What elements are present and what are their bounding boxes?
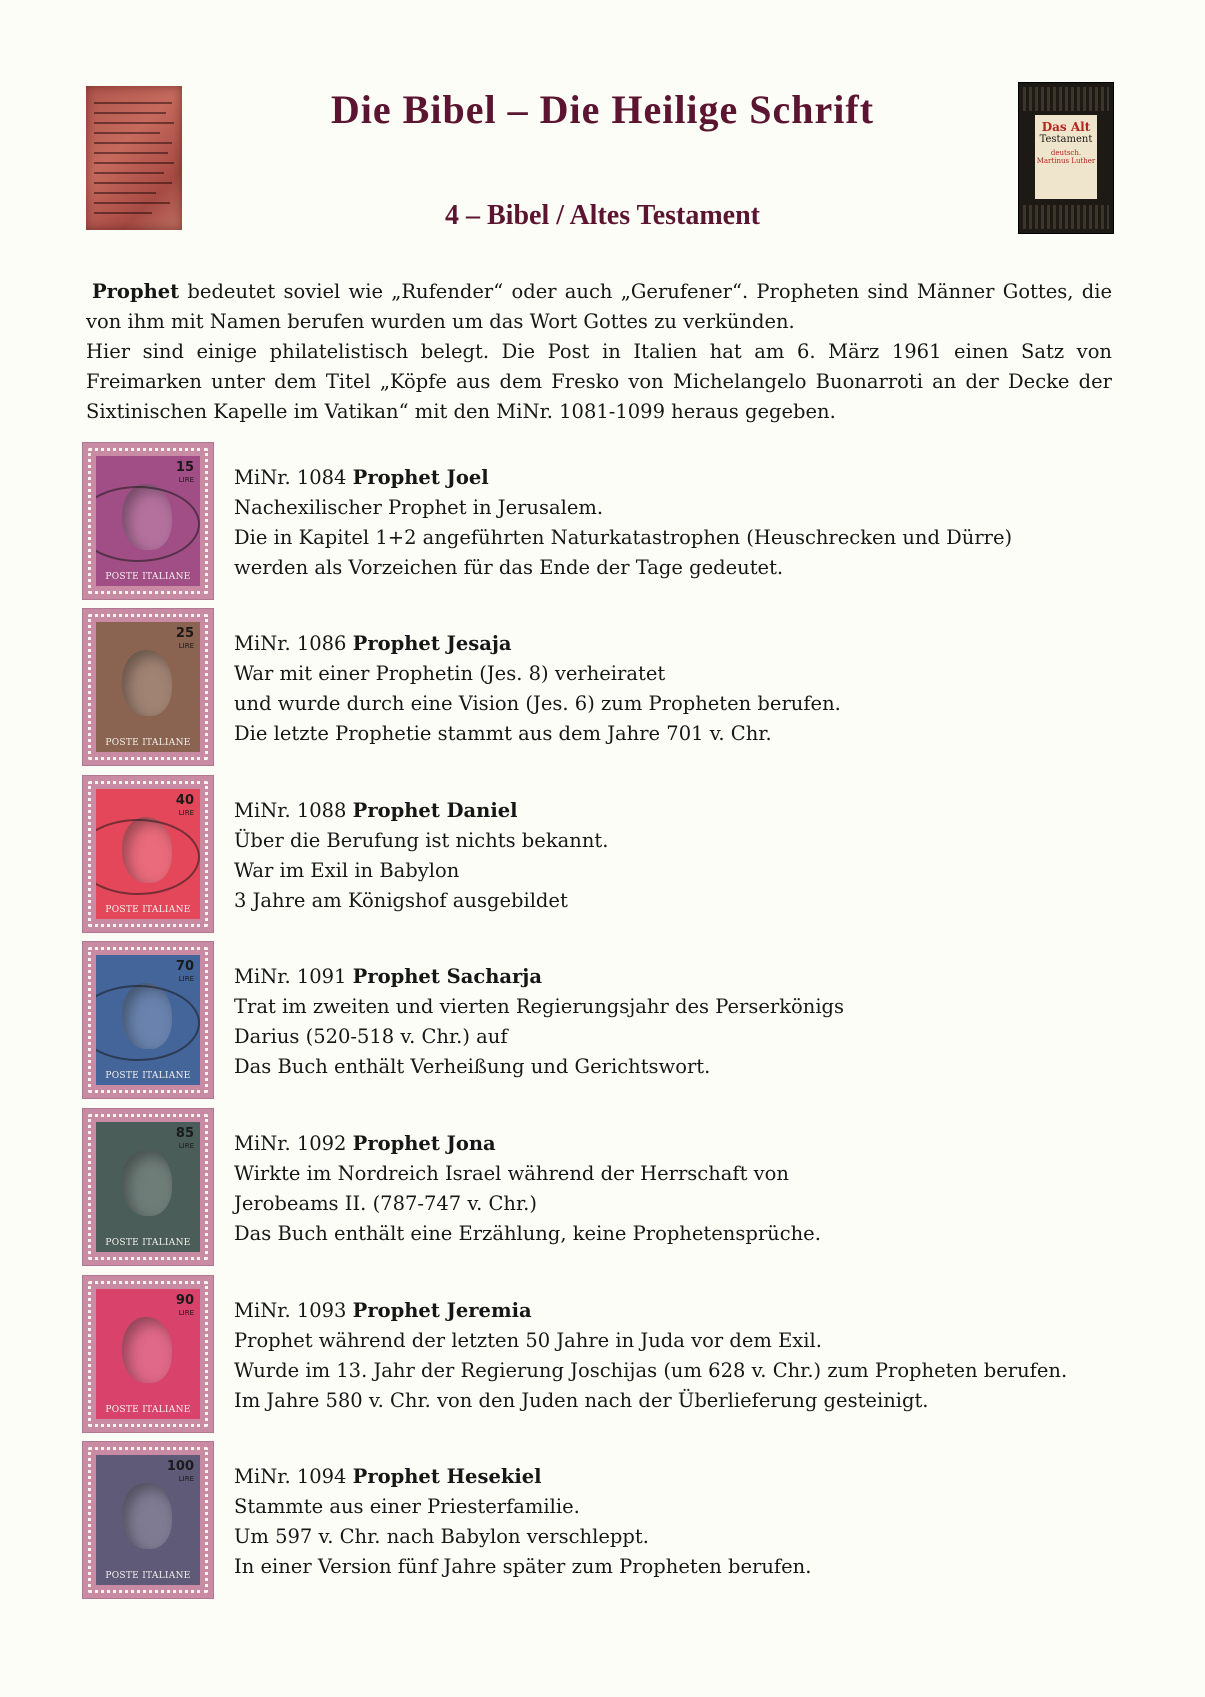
stamp-description-line: War mit einer Prophetin (Jes. 8) verheiratet	[234, 662, 666, 685]
stamp-heading	[234, 1129, 1134, 1159]
intro-paragraph-2: Hier sind einige philatelistisch belegt. Die Post in Italien hat am 6. März 1961 einen Satz von Freimarken unter dem Titel „Köpfe aus dem Fresko von Michelangelo Buonarroti an der Decke der Sixtinischen Kapelle im Vatikan“ mit den MiNr. 1081-1099 heraus gegeben.	[86, 340, 1112, 423]
book-small-text: deutsch. Martinus Luther	[1036, 149, 1096, 165]
luther-bible-title-page-image	[1018, 82, 1114, 234]
stamp-image	[83, 1442, 213, 1598]
stamp-value: 85 LIRE	[175, 1126, 194, 1150]
stamp-heading	[234, 1462, 1134, 1492]
prophet-portrait	[122, 1483, 172, 1549]
stamp-image	[83, 609, 213, 765]
prophet-portrait	[122, 650, 172, 716]
stamp-description-line: Prophet während der letzten 50 Jahre in Juda vor dem Exil.	[234, 1329, 822, 1352]
stamp-description-line: In einer Version fünf Jahre später zum Propheten berufen.	[234, 1555, 812, 1578]
stamp-description	[234, 629, 1134, 749]
stamp-description-line: Wurde im 13. Jahr der Regierung Joschijas (um 628 v. Chr.) zum Propheten berufen.	[234, 1359, 1068, 1382]
stamp-value: 70 LIRE	[175, 959, 194, 983]
stamp-description-line: Nachexilischer Prophet in Jerusalem.	[234, 496, 604, 519]
stamp-picture	[96, 622, 200, 752]
stamp-country: POSTE ITALIANE	[105, 1571, 191, 1581]
stamp-description-line: Das Buch enthält Verheißung und Gerichtswort.	[234, 1055, 711, 1078]
stamp-description-line: Wirkte im Nordreich Israel während der Herrschaft von	[234, 1162, 789, 1185]
stamp-description-line: werden als Vorzeichen für das Ende der Tage gedeutet.	[234, 556, 784, 579]
stamp-currency: LIRE	[178, 1142, 194, 1150]
stamp-entry	[83, 776, 1143, 934]
stamp-entry	[83, 1276, 1143, 1434]
stamp-mi-number: MiNr. 1084	[234, 466, 353, 489]
stamp-heading	[234, 796, 1134, 826]
stamp-mi-number: MiNr. 1091	[234, 965, 353, 988]
stamp-mi-number: MiNr. 1094	[234, 1465, 353, 1488]
stamp-image	[83, 1109, 213, 1265]
stamp-description-line: Über die Berufung ist nichts bekannt.	[234, 829, 609, 852]
stamp-country: POSTE ITALIANE	[105, 738, 191, 748]
prophet-portrait	[122, 1150, 172, 1216]
stamp-picture	[96, 1289, 200, 1419]
postmark	[96, 985, 200, 1061]
stamp-description-line: und wurde durch eine Vision (Jes. 6) zum Propheten berufen.	[234, 692, 841, 715]
stamp-description-line: 3 Jahre am Königshof ausgebildet	[234, 889, 568, 912]
stamp-picture	[96, 1455, 200, 1585]
stamp-heading	[234, 629, 1134, 659]
stamp-entry	[83, 609, 1143, 767]
stamp-picture	[96, 1122, 200, 1252]
intro-paragraph-1	[86, 277, 1112, 337]
stamp-picture	[96, 789, 200, 919]
stamp-description-line: Darius (520-518 v. Chr.) auf	[234, 1025, 508, 1048]
stamp-heading	[234, 962, 1134, 992]
stamp-prophet-name: Prophet Joel	[352, 466, 489, 489]
stamp-description-line: Im Jahre 580 v. Chr. von den Juden nach der Überlieferung gesteinigt.	[234, 1389, 929, 1412]
stamp-prophet-name: Prophet Jeremia	[352, 1299, 532, 1322]
stamp-picture	[96, 456, 200, 586]
prophet-portrait	[122, 1317, 172, 1383]
stamp-entry	[83, 443, 1143, 601]
stamp-currency: LIRE	[178, 1309, 194, 1317]
stamp-description-line: Trat im zweiten und vierten Regierungsjahr des Perserkönigs	[234, 995, 845, 1018]
stamp-description-line: Die letzte Prophetie stammt aus dem Jahre 701 v. Chr.	[234, 722, 772, 745]
stamp-currency: LIRE	[178, 1475, 194, 1483]
book-title-word: Das Alt	[1041, 120, 1091, 134]
page-title: Die Bibel – Die Heilige Schrift	[330, 87, 875, 132]
book-second-word: Testament	[1039, 134, 1093, 145]
stamp-description	[234, 962, 1134, 1082]
stamp-description-line: Um 597 v. Chr. nach Babylon verschleppt.	[234, 1525, 649, 1548]
stamp-currency: LIRE	[178, 809, 194, 817]
stamp-description	[234, 1296, 1134, 1416]
stamp-description	[234, 1129, 1134, 1249]
stamp-value: 100 LIRE	[166, 1459, 194, 1483]
stamp-country: POSTE ITALIANE	[105, 572, 191, 582]
stamp-image	[83, 443, 213, 599]
stamp-description-line: Die in Kapitel 1+2 angeführten Naturkatastrophen (Heuschrecken und Dürre)	[234, 526, 1013, 549]
stamp-image	[83, 1276, 213, 1432]
stamp-description-line: Jerobeams II. (787-747 v. Chr.)	[234, 1192, 537, 1215]
stamp-mi-number: MiNr. 1093	[234, 1299, 353, 1322]
stamp-country: POSTE ITALIANE	[105, 1071, 191, 1081]
stamp-value: 90 LIRE	[175, 1293, 194, 1317]
postmark	[96, 819, 200, 895]
stamp-prophet-name: Prophet Jona	[352, 1132, 496, 1155]
stamp-value: 40 LIRE	[175, 793, 194, 817]
stamp-entry	[83, 1109, 1143, 1267]
stamp-mi-number: MiNr. 1086	[234, 632, 353, 655]
stamp-image	[83, 942, 213, 1098]
stamp-description	[234, 463, 1134, 583]
stamp-description	[234, 796, 1134, 916]
postmark	[96, 486, 200, 562]
stamp-value: 25 LIRE	[175, 626, 194, 650]
stamp-country: POSTE ITALIANE	[105, 1405, 191, 1415]
stamp-currency: LIRE	[178, 642, 194, 650]
stamp-country: POSTE ITALIANE	[105, 1238, 191, 1248]
stamp-entry	[83, 942, 1143, 1100]
page-subtitle: 4 – Bibel / Altes Testament	[444, 200, 760, 231]
stamp-prophet-name: Prophet Sacharja	[352, 965, 542, 988]
stamp-heading	[234, 1296, 1134, 1326]
stamp-mi-number: MiNr. 1092	[234, 1132, 353, 1155]
stamp-description	[234, 1462, 1134, 1582]
stamp-value: 15 LIRE	[175, 460, 194, 484]
stamp-description-line: Das Buch enthält eine Erzählung, keine Prophetensprüche.	[234, 1222, 821, 1245]
stamp-picture	[96, 955, 200, 1085]
stamp-prophet-name: Prophet Daniel	[352, 799, 518, 822]
stamp-image	[83, 776, 213, 932]
stamp-country: POSTE ITALIANE	[105, 905, 191, 915]
stamp-description-line: War im Exil in Babylon	[234, 859, 460, 882]
stamp-currency: LIRE	[178, 975, 194, 983]
stamp-prophet-name: Prophet Hesekiel	[352, 1465, 542, 1488]
stamp-entry	[83, 1442, 1143, 1600]
stamp-prophet-name: Prophet Jesaja	[352, 632, 512, 655]
stamp-heading	[234, 463, 1134, 493]
stamp-mi-number: MiNr. 1088	[234, 799, 353, 822]
stamp-currency: LIRE	[178, 476, 194, 484]
intro-text	[86, 277, 1112, 427]
intro-sentence-1: bedeutet soviel wie „Rufender“ oder auch „Gerufener“. Propheten sind Männer Gottes, die von ihm mit Namen berufen wurden um das Wort Gottes zu verkünden.	[86, 280, 1112, 333]
intro-lead-word: Prophet	[92, 280, 180, 303]
stamp-description-line: Stammte aus einer Priesterfamilie.	[234, 1495, 580, 1518]
